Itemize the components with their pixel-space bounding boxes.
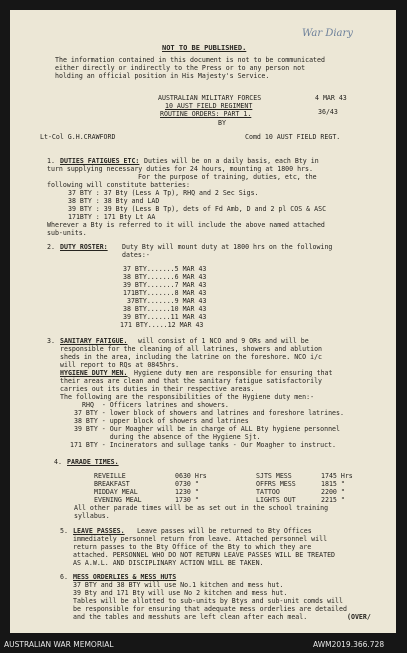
section-title: SANITARY FATIGUE. — [60, 337, 128, 345]
section-text: Leave passes will be returned to Bty Offices — [137, 527, 312, 535]
time-name: REVEILLE — [94, 472, 126, 480]
roster-row: 37BTY.......9 MAR 43 — [127, 297, 207, 305]
section-text: All other parade times will be as set out in the school training — [74, 504, 329, 512]
section-number: 5. — [60, 527, 68, 535]
roster-row: 171 BTY.....12 MAR 43 — [120, 321, 204, 329]
battery-line: 38 BTY : 38 Bty and LAD — [68, 197, 160, 205]
section-text: will report to RQs at 0845hrs. — [60, 361, 180, 369]
duty-line: 39 BTY - Our Moagher will be in charge of ALL Bty hygiene personnel — [74, 425, 340, 433]
section-text: their areas are clean and that the sanitary fatigue satisfactorily — [60, 377, 323, 385]
section-title: PARADE TIMES. — [67, 458, 119, 466]
roster-row: 39 BTY.......7 MAR 43 — [123, 281, 207, 289]
section-text: 39 Bty and 171 Bty will use No 2 kitchen and mess hut. — [73, 589, 288, 597]
roster-row: 37 BTY.......5 MAR 43 — [123, 265, 207, 273]
order-number: 36/43 — [318, 108, 338, 116]
roster-row: 171BTY.......8 MAR 43 — [123, 289, 207, 297]
duty-line: during the absence of the Hygiene Sjt. — [74, 433, 261, 441]
over-note: (OVER/ — [347, 613, 371, 621]
section-text: return passes to the Bty Office of the Bty to which they are — [73, 543, 312, 551]
section-text: be responsible for ensuring that adequate mess orderlies are detailed — [73, 605, 347, 613]
section-text: sheds in the area, including the latrine on the foreshore. NCO i/c — [60, 353, 323, 361]
section-text: Duties will be on a daily basis, each Bty in — [144, 157, 319, 165]
unit-line: AUSTRALIAN MILITARY FORCES — [158, 94, 262, 102]
time-name: LIGHTS OUT — [256, 496, 296, 504]
section-text: immediately personnel return from leave. Attached personnel will — [73, 535, 328, 543]
section-text: For the purpose of training, duties, etc, the — [138, 173, 317, 181]
section-number: 4. — [54, 458, 62, 466]
section-text: AS A.W.L. AND DISCIPLINARY ACTION WILL BE TAKEN. — [73, 559, 264, 567]
time-value: 2215 " — [321, 496, 345, 504]
time-name: TATTOO — [256, 488, 280, 496]
accession-number: AWM2019.366.728 — [313, 640, 385, 649]
section-text: attached. PERSONNEL WHO DO NOT RETURN LEAVE PASSES WILL BE TREATED — [73, 551, 336, 559]
roster-row: 38 BTY.......6 MAR 43 — [123, 273, 207, 281]
section-title: DUTIES FATIGUES ETC: — [60, 157, 140, 165]
section-text: following will constitute batteries: — [47, 181, 190, 189]
battery-line: 39 BTY : 39 Bty (Less B Tp), dets of Fd Amb, D and 2 pl COS & ASC — [68, 205, 327, 213]
commander: Lt-Col G.H.CRAWFORD — [40, 133, 116, 141]
section-number: 6. — [60, 573, 68, 581]
time-value: 2200 " — [321, 488, 345, 496]
time-name: BREAKFAST — [94, 480, 130, 488]
section-title: MESS ORDERLIES & MESS HUTS — [73, 573, 177, 581]
section-text: Duty Bty will mount duty at 1800 hrs on the following — [122, 243, 333, 251]
notice-line: holding an official position in His Majesty's Service. — [55, 72, 270, 80]
section-text: Tables will be allotted to sub-units by Btys and sub-unit comds will — [73, 597, 343, 605]
time-value: 1230 " — [175, 488, 199, 496]
document-title: NOT TO BE PUBLISHED. — [162, 44, 247, 52]
duty-line: 37 BTY - lower block of showers and latrines and foreshore latrines. — [74, 409, 344, 417]
document-page — [10, 10, 396, 633]
institution-name: AUSTRALIAN WAR MEMORIAL — [4, 640, 114, 649]
section-text: dates:- — [122, 251, 150, 259]
hygiene-title: HYGIENE DUTY MEN. — [60, 369, 128, 377]
section-text: Hygiene duty men are responsible for ensuring that — [134, 369, 333, 377]
archive-footer — [0, 637, 407, 653]
unit-line: 10 AUST FIELD REGIMENT — [165, 102, 253, 110]
battery-line: 37 BTY : 37 Bty (Less A Tp), RHQ and 2 Sec Sigs. — [68, 189, 259, 197]
section-text: The following are the responsibilities of the Hygiene duty men:- — [60, 393, 315, 401]
section-text: Wherever a Bty is referred to it will include the above named attached — [47, 221, 325, 229]
time-value: 1745 Hrs — [321, 472, 353, 480]
section-text: 37 BTY and 38 BTY will use No.1 kitchen and mess hut. — [73, 581, 284, 589]
section-title: LEAVE PASSES. — [73, 527, 125, 535]
roster-row: 39 BTY......11 MAR 43 — [123, 313, 207, 321]
duty-line: 38 BTY - upper block of showers and latrines — [74, 417, 249, 425]
order-date: 4 MAR 43 — [315, 94, 347, 102]
battery-line: 171BTY : 171 Bty Lt AA — [68, 213, 156, 221]
command: Comd 10 AUST FIELD REGT. — [245, 133, 341, 141]
section-text: syllabus. — [74, 512, 110, 520]
section-text: responsible for the cleaning of all latrines, showers and ablution — [60, 345, 323, 353]
time-value: 0730 " — [175, 480, 199, 488]
section-text: and the tables and messhuts are left clean after each meal. — [73, 613, 308, 621]
roster-row: 38 BTY......10 MAR 43 — [123, 305, 207, 313]
section-text: will consist of 1 NCO and 9 ORs and will be — [138, 337, 309, 345]
time-value: 0630 Hrs — [175, 472, 207, 480]
section-text: turn supplying necessary duties for 24 hours, mounting at 1800 hrs. — [47, 165, 313, 173]
time-name: SJTS MESS — [256, 472, 292, 480]
notice-line: The information contained in this document is not to be communicated — [55, 56, 325, 64]
by-line: BY — [218, 119, 226, 127]
duty-line: RHQ - Officers latrines and showers. — [82, 401, 229, 409]
unit-line: ROUTINE ORDERS: PART 1. — [160, 110, 252, 118]
section-number: 3. — [47, 337, 55, 345]
section-text: carries out its duties in their respective areas. — [60, 385, 255, 393]
section-number: 2. — [47, 243, 55, 251]
notice-line: either directly or indirectly to the Press or to any person not — [55, 64, 306, 72]
time-value: 1730 " — [175, 496, 199, 504]
section-number: 1. — [47, 157, 55, 165]
time-name: EVENING MEAL — [94, 496, 142, 504]
handwritten-note: War Diary — [302, 28, 353, 39]
section-title: DUTY ROSTER: — [60, 243, 108, 251]
section-text: sub-units. — [47, 229, 87, 237]
time-name: MIDDAY MEAL — [94, 488, 138, 496]
time-value: 1815 " — [321, 480, 345, 488]
duty-line: 171 BTY - Incinerators and sullage tanks - Our Moagher to instruct. — [70, 441, 336, 449]
time-name: OFFRS MESS — [256, 480, 296, 488]
